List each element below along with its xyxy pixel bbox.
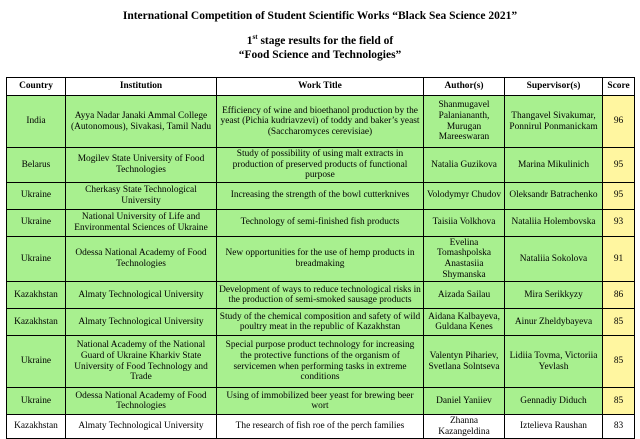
cell-institution: Mogilev State University of Food Technologies: [66, 148, 217, 183]
header-work-title: Work Title: [217, 78, 424, 96]
table-row: [7, 336, 635, 388]
cell-supervisors: Lidiia Tovma, Victoriia Yevlash: [505, 336, 603, 388]
cell-score: 83: [603, 415, 635, 439]
cell-work-title: Increasing the strength of the bowl cutterknives: [217, 182, 424, 209]
table-row: [7, 148, 635, 183]
cell-work-title: Development of ways to reduce technological risks in the production of semi-smoked sausage products: [217, 282, 424, 309]
cell-score: 85: [603, 388, 635, 415]
cell-country: Ukraine: [7, 388, 66, 415]
cell-score: 95: [603, 182, 635, 209]
table-row: [7, 182, 635, 209]
cell-country: Kazakhstan: [7, 309, 66, 336]
stage-number: 1: [246, 34, 253, 47]
cell-supervisors: Gennadiy Diduch: [505, 388, 603, 415]
cell-institution: Almaty Technological University: [66, 309, 217, 336]
cell-authors: Aizada Sailau: [424, 282, 505, 309]
table-row: [7, 209, 635, 236]
cell-country: India: [7, 96, 66, 148]
cell-supervisors: Iztelieva Raushan: [505, 415, 603, 439]
cell-authors: Taisiia Volkhova: [424, 209, 505, 236]
cell-authors: Aidana Kalbayeva, Guldana Kenes: [424, 309, 505, 336]
table-row: [7, 388, 635, 415]
cell-supervisors: Marina Mikulinich: [505, 148, 603, 183]
cell-score: 86: [603, 282, 635, 309]
cell-score: 85: [603, 336, 635, 388]
cell-work-title: Using of immobilized beer yeast for brewing beer wort: [217, 388, 424, 415]
header-supervisors: Supervisor(s): [505, 78, 603, 96]
subtitle-text: stage results for the field of: [257, 34, 394, 47]
cell-score: 96: [603, 96, 635, 148]
cell-work-title: Study of the chemical composition and safety of wild poultry meat in the republic of Kazakhstan: [217, 309, 424, 336]
table-row: [7, 282, 635, 309]
cell-country: Ukraine: [7, 336, 66, 388]
cell-institution: Almaty Technological University: [66, 282, 217, 309]
cell-work-title: Study of possibility of using malt extracts in production of preserved products of functional purpose: [217, 148, 424, 183]
cell-supervisors: Thangavel Sivakumar, Ponnirul Ponmanickam: [505, 96, 603, 148]
cell-institution: Odessa National Academy of Food Technologies: [66, 388, 217, 415]
cell-work-title: Special purpose product technology for increasing the protective functions of the organism of servicemen when performing tasks in extreme conditions: [217, 336, 424, 388]
cell-authors: Evelina Tomashpolska Anastasiia Shymanska: [424, 236, 505, 281]
results-table: [6, 77, 635, 439]
cell-institution: Cherkasy State Technological University: [66, 182, 217, 209]
stage-ordinal-suffix: st: [252, 33, 258, 41]
document-title: International Competition of Student Scientific Works “Black Sea Science 2021”: [122, 10, 518, 22]
cell-supervisors: Ainur Zheldybayeva: [505, 309, 603, 336]
subtitle-line-2: “Food Science and Technologies”: [238, 48, 402, 61]
cell-country: Kazakhstan: [7, 282, 66, 309]
cell-authors: Zhanna Kazangeldina: [424, 415, 505, 439]
cell-supervisors: Oleksandr Batrachenko: [505, 182, 603, 209]
cell-supervisors: Nataliia Sokolova: [505, 236, 603, 281]
header-authors: Author(s): [424, 78, 505, 96]
cell-institution: Almaty Technological University: [66, 415, 217, 439]
table-header-row: [7, 78, 635, 96]
table-row: [7, 96, 635, 148]
cell-supervisors: Mira Serikkyzy: [505, 282, 603, 309]
cell-work-title: Efficiency of wine and bioethanol production by the yeast (Pichia kudriavzevi) of toddy and baker’s yeast (Saccharomyces cerevisiae): [217, 96, 424, 148]
header-institution: Institution: [66, 78, 217, 96]
table-row: [7, 309, 635, 336]
cell-country: Ukraine: [7, 236, 66, 281]
subtitle-line-1: [0, 30, 640, 48]
cell-institution: Ayya Nadar Janaki Ammal College (Autonomous), Sivakasi, Tamil Nadu: [66, 96, 217, 148]
cell-authors: Shanmugavel Palaniananth, Murugan Mareeswaran: [424, 96, 505, 148]
header-score: Score: [603, 78, 635, 96]
table-row: [7, 415, 635, 439]
cell-country: Ukraine: [7, 182, 66, 209]
cell-score: 95: [603, 148, 635, 183]
cell-score: 91: [603, 236, 635, 281]
document-subtitle: [0, 30, 640, 62]
cell-score: 93: [603, 209, 635, 236]
header-country: Country: [7, 78, 66, 96]
cell-authors: Volodymyr Chudov: [424, 182, 505, 209]
cell-country: Belarus: [7, 148, 66, 183]
cell-institution: Odessa National Academy of Food Technologies: [66, 236, 217, 281]
table-row: [7, 236, 635, 281]
cell-work-title: New opportunities for the use of hemp products in breadmaking: [217, 236, 424, 281]
cell-institution: National University of Life and Environmental Sciences of Ukraine: [66, 209, 217, 236]
cell-work-title: The research of fish roe of the perch families: [217, 415, 424, 439]
cell-authors: Daniel Yaniiev: [424, 388, 505, 415]
cell-country: Ukraine: [7, 209, 66, 236]
cell-country: Kazakhstan: [7, 415, 66, 439]
cell-work-title: Technology of semi-finished fish products: [217, 209, 424, 236]
cell-score: 85: [603, 309, 635, 336]
cell-supervisors: Nataliia Holembovska: [505, 209, 603, 236]
cell-authors: Natalia Guzikova: [424, 148, 505, 183]
cell-institution: National Academy of the National Guard of Ukraine Kharkiv State University of Food Technology and Trade: [66, 336, 217, 388]
cell-authors: Valentyn Pihariev, Svetlana Solntseva: [424, 336, 505, 388]
